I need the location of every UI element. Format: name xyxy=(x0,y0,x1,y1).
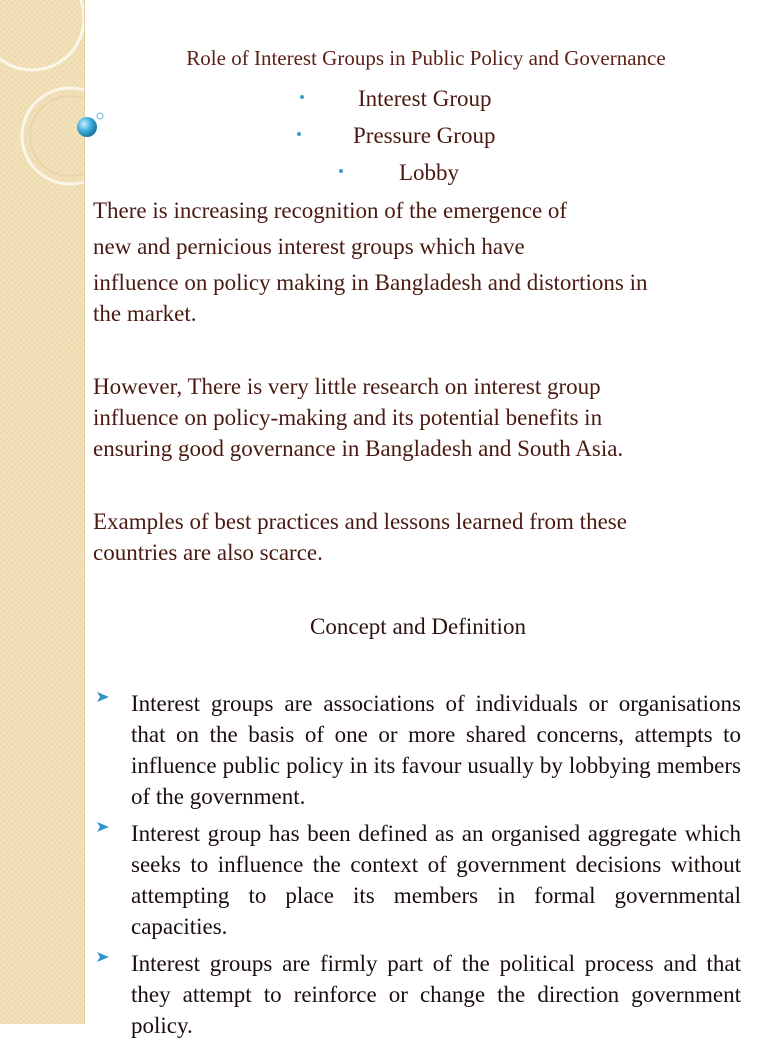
decorative-sidebar xyxy=(0,0,85,1024)
definition-list xyxy=(93,688,741,1047)
text-line: However, There is very little research on interest group xyxy=(93,374,601,399)
top-item-interest-group: Interest Group xyxy=(358,86,492,111)
text-line: the market. xyxy=(93,301,197,326)
top-item-lobby: Lobby xyxy=(399,160,460,185)
definition-text: Interest group has been defined as an organised aggregate which seeks to influence the context of government decisions without attempting to place its members in formal governmental capacities. xyxy=(131,821,741,939)
arrow-bullet-icon xyxy=(95,689,111,705)
sidebar-ornament xyxy=(0,0,84,1024)
bullet-dot-icon xyxy=(339,169,343,173)
slide-title: Role of Interest Groups in Public Policy and Governance xyxy=(186,46,666,70)
text-line: Examples of best practices and lessons learned from these xyxy=(93,509,627,534)
text-line: influence on policy making in Bangladesh and distortions in xyxy=(93,270,648,295)
definition-bullet xyxy=(93,688,741,812)
paragraph-examples xyxy=(93,506,733,568)
arrow-bullet-icon xyxy=(95,819,111,835)
bullet-dot-icon xyxy=(300,95,304,99)
orb-ornament xyxy=(72,110,106,144)
definition-bullet xyxy=(93,818,741,942)
definition-text: Interest groups are associations of individuals or organisations that on the basis of one or more shared concerns, attempts to influence public policy in its favour usually by lobbying members of the government. xyxy=(131,691,741,809)
definition-text: Interest groups are firmly part of the political process and that they attempt to reinforce or change the direction government policy. xyxy=(131,951,741,1038)
top-item-pressure-group: Pressure Group xyxy=(353,123,496,148)
paragraph-research xyxy=(93,371,733,464)
arrow-bullet-icon xyxy=(95,949,111,965)
bullet-dot-icon xyxy=(297,132,301,136)
text-line: new and pernicious interest groups which have xyxy=(93,234,525,259)
text-line: ensuring good governance in Bangladesh and South Asia. xyxy=(93,436,624,461)
text-line: countries are also scarce. xyxy=(93,540,323,565)
section-heading: Concept and Definition xyxy=(310,614,526,639)
text-line: influence on policy-making and its potential benefits in xyxy=(93,405,603,430)
text-line: There is increasing recognition of the emergence of xyxy=(93,198,568,223)
paragraph-recognition xyxy=(93,195,733,329)
definition-bullet xyxy=(93,948,741,1041)
